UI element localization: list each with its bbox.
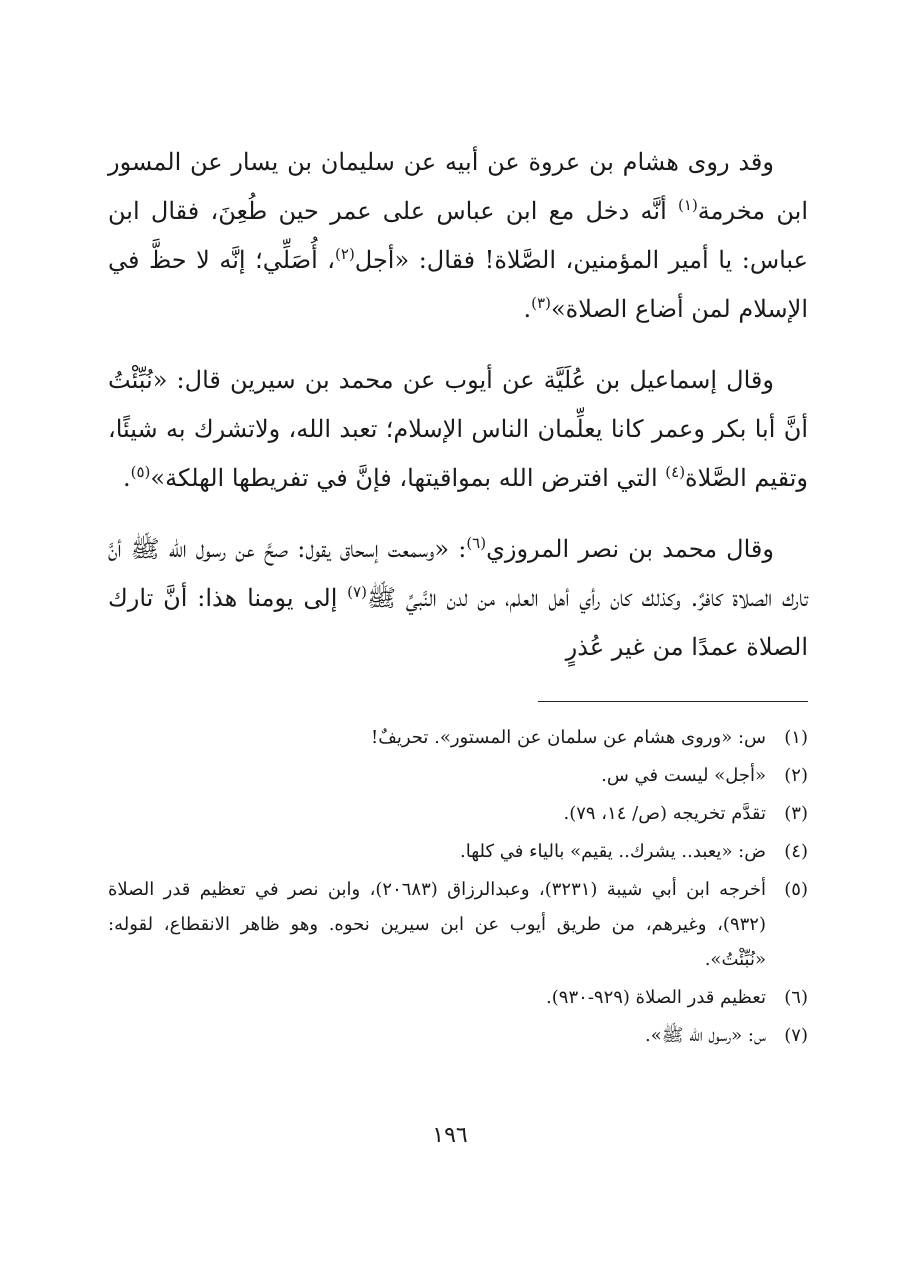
footnote-ref: (٦) [466, 534, 487, 552]
footnote-2 [108, 758, 808, 793]
footnote-number: (٣) [784, 803, 808, 824]
paragraph-text: وقال محمد بن نصر المروزي [486, 535, 774, 563]
paragraph-text: . [122, 464, 131, 492]
footnote-number: (١) [784, 727, 808, 748]
footnote-5 [108, 872, 808, 977]
footnote-1 [108, 720, 808, 755]
paragraph-3 [108, 525, 808, 672]
footnote-ref: (٤) [665, 463, 686, 481]
footnote-text: س: «رسول الله ﷺ». [645, 1025, 766, 1046]
paragraph-text: التي افترض الله بمواقيتها، فإنَّ في تفريطها الهلكة» [150, 464, 666, 492]
paragraph-text: . [523, 295, 532, 323]
footnote-number: (٤) [784, 841, 808, 862]
page-number: ١٩٦ [432, 1123, 468, 1148]
footnote-ref: (٥) [130, 463, 151, 481]
footnote-ref: (٢) [335, 245, 355, 263]
footnote-3 [108, 796, 808, 831]
main-text [108, 138, 808, 694]
footnote-text: «أجل» ليست في س. [601, 765, 766, 786]
footnote-text: أخرجه ابن أبي شيبة (٣٢٣١)، وعبدالرزاق (٢٠٦٨٣)، وابن نصر في تعظيم قدر الصلاة (٩٣٢)، وغيرهم، من طريق أيوب عن ابن سيرين نحوه. وهو ظاهر الانقطاع، لقوله: «نُبِّئْتُ». [108, 879, 767, 970]
footnote-ref: (١) [678, 196, 698, 214]
footnote-ref: (٧) [347, 583, 367, 601]
paragraph-text: وقال إسماعيل بن عُلَيَّة عن أيوب عن محمد بن سيرين قال: «نُبِّئْتُ أنَّ أبا بكر وعمر كانا يعلِّمان الناس الإسلام؛ تعبد الله، ولاتشرك به شيئًا، وتقيم الصَّلاة [108, 366, 808, 492]
footnote-number: (٥) [784, 879, 808, 900]
footnote-4 [108, 834, 808, 869]
paragraph-text: أنَّه دخل مع ابن عباس على عمر حين طُعِنَ، فقال ابن عباس: يا أمير المؤمنين، الصَّلاة! فقال: «أجل [108, 197, 808, 274]
paragraph-text: وقد روى هشام بن عروة عن أبيه عن سليمان بن يسار عن المسور ابن مخرمة [108, 148, 808, 225]
footnote-number: (٢) [784, 765, 808, 786]
footnote-number: (٦) [784, 987, 808, 1008]
paragraph-text: ، أُصَلِّي؛ إنَّه لا حظَّ في الإسلام لمن أضاع الصلاة» [108, 246, 808, 323]
paragraph-1 [108, 138, 808, 334]
paragraph-text: : «وسمعت إسحاق يقول: صحَّ عن رسول الله ﷺ أنَّ تارك الصلاة كافرٌ. وكذلك كان رأي أهل العلم، من لدن النَّبيِّ ﷺ [108, 535, 808, 612]
paragraph-text: إلى يومنا هذا: أنَّ تارك الصلاة عمدًا من غير عُذرٍ [108, 584, 808, 661]
footnote-text: تعظيم قدر الصلاة (٩٢٩-٩٣٠). [546, 987, 766, 1008]
footnote-6 [108, 980, 808, 1015]
footnote-7 [108, 1018, 808, 1053]
footnote-text: ض: «يعبد.. يشرك.. يقيم» بالياء في كلها. [460, 841, 766, 862]
footnotes [108, 720, 808, 1056]
footnote-number: (٧) [784, 1025, 808, 1046]
footnote-text: س: «وروى هشام عن سلمان عن المستور». تحريفٌ! [370, 727, 766, 748]
footnote-ref: (٣) [531, 294, 551, 312]
footnote-text: تقدَّم تخريجه (ص/ ١٤، ٧٩). [563, 803, 766, 824]
paragraph-2 [108, 356, 808, 503]
footnote-separator [538, 701, 808, 702]
